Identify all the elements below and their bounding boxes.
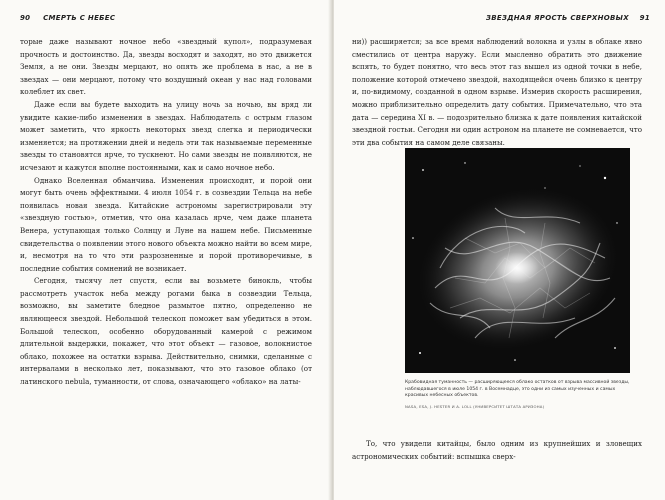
right-body-text-bottom — [352, 438, 642, 463]
paragraph: Сегодня, тысячу лет спустя, если вы возьмете бинокль, чтобы рассмотреть участок неба между рогами быка в созвездии Тельца, возможно, вы заметите бледное размытое пятно, определенно не являющееся звездой. Небольшой телескоп поможет вам убедиться в этом. Большой телескоп, особенно оборудованный камерой с режимом длительной выдержки, покажет, что этот объект — газовое, волокнистое облако, похожее на остатки взрыва. Действительно, снимки, сделанные с интервалами в несколько лет, показывают, что это газовое облако (от латинского nebula, туманности, от слова, означающего «облако» на латы- — [20, 276, 312, 387]
left-page — [0, 0, 331, 500]
left-page-number: 90 — [20, 14, 31, 22]
paragraph: Даже если вы будете выходить на улицу ночь за ночью, вы вряд ли увидите какие-либо изменения в звездах. Наблюдатель с острым глазом может заметить, что яркость некоторых звезд слегка и периодически изменяется; на протяжении дней и недель эти так называемые переменные звезды то становятся ярче, то тускнеют. Но сами звезды не появляются, не исчезают и кажутся вполне постоянными, как и само ночное небо. — [20, 99, 312, 172]
right-page-number: 91 — [639, 14, 650, 22]
paragraph: Однако Вселенная обманчива. Изменения происходят, и порой они могут быть очень эффектными. 4 июля 1054 г. в созвездии Тельца на небе появилась новая звезда. Китайские астрономы зарегистрировали эту «звездную гостью», отметив, что она казалась ярче, чем даже планета Венера, уступающая только Солнцу и Луне на нашем небе. Письменные свидетельства о появлении этого нового объекта можно найти во всем мире, и, несмотря на то что эти разрозненные и порой противоречивые, в последние события сомнений не возникает. — [20, 175, 312, 273]
paragraph: ни)) расширяется; за все время наблюдений волокна и узлы в облаке явно сместились от центра наружу. Если мысленно обратить это движение вспять, то будет понятно, что весь этот газ вышел из одной точки в небе, положение которой отмечено звездой, находящейся очень близко к центру и, по-видимому, созданной в одном взрыве. Измерив скорость расширения, можно приблизительно определить дату события. Примечательно, что эта дата — середина XI в. — подозрительно близка к дате появления китайской звездной гостьи. Сегодня ни один астроном на планете не сомневается, что эти два события на самом деле связаны. — [352, 37, 642, 147]
right-running-title: ЗВЕЗДНАЯ ЯРОСТЬ СВЕРХНОВЫХ — [485, 14, 629, 22]
left-running-title: СМЕРТЬ С НЕБЕС — [43, 14, 116, 22]
figure-credit: NASA, ESA, J. HESTER И A. LOLL (УНИВЕРСИТЕТ ШТАТА АРИЗОНА) — [405, 404, 545, 409]
left-body-text — [20, 36, 312, 389]
crab-nebula-photo — [405, 148, 630, 373]
figure-caption: Крабовидная туманность — расширяющееся облако остатков от взрыва массивной звезды, наблюдавшегося в июле 1054 г. в Восемнадце, это одни из самых изученных и самых красивых небесных объектов. — [405, 380, 630, 399]
right-page-header — [350, 14, 650, 26]
left-page-header — [20, 14, 310, 26]
paragraph: То, что увидели китайцы, было одним из крупнейших и зловещих астрономических событий: вспышка сверх- — [352, 439, 642, 461]
paragraph: торые даже называют ночное небо «звездный купол», подразумевая прочность и достоинство. Да, звезды восходят и заходят, но это движется Земля, а не они. Звезды мерцают, но опять же проблема в нас, а не в звездах — они мерцают, потому что воздушный океан у нас над головами колеблет их свет. — [20, 37, 312, 97]
right-page — [334, 0, 665, 500]
right-body-text-top — [352, 36, 642, 149]
crab-nebula-image — [405, 148, 630, 373]
